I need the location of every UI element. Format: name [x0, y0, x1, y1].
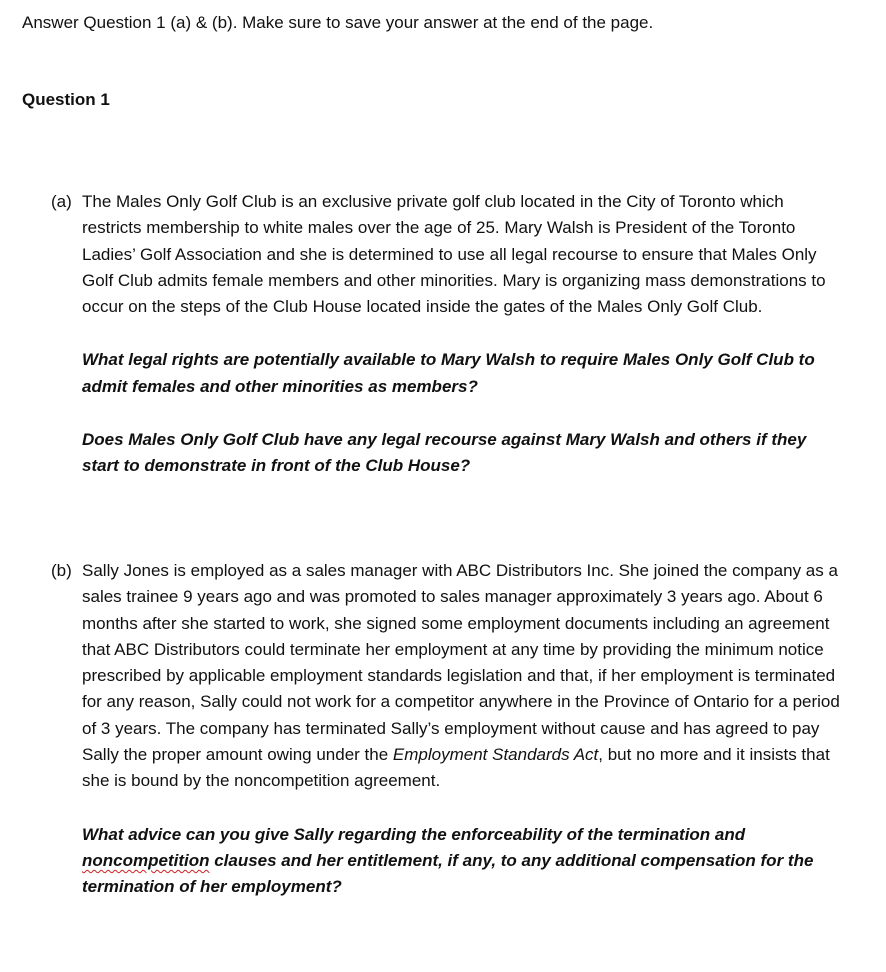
part-a-facts: The Males Only Golf Club is an exclusive private golf club located in the City of Toronto which restricts membership to white males over the age of 25. Mary Walsh is President of the Toronto Ladies’ Golf Association and she is determined to use all legal recourse to ensure that Males Only Golf Club admits female members and other minorities. Mary is organizing mass demonstrations to occur on the steps of the Club House located inside the gates of the Males Only Golf Club.	[82, 192, 826, 317]
part-a-body	[82, 189, 844, 480]
part-b-facts-before: Sally Jones is employed as a sales manager with ABC Distributors Inc. She joined the company as a sales trainee 9 years ago and was promoted to sales manager approximately 3 years ago. About 6 months after she started to work, she signed some employment documents including an agreement that ABC Distributors could terminate her employment at any time by providing the minimum notice prescribed by applicable employment standards legislation and that, if her employment is terminated for any reason, Sally could not work for a competitor anywhere in the Province of Ontario for a period of 3 years. The company has terminated Sally’s employment without cause and has agreed to pay Sally the proper amount owing under the	[82, 561, 840, 765]
part-b-body	[82, 558, 844, 901]
part-b-question	[82, 822, 844, 901]
part-b-label: (b)	[51, 561, 72, 580]
part-b-question-start: What advice can you give Sally regarding the enforceability of the termination and	[82, 824, 746, 844]
question-part-b	[51, 558, 851, 901]
question-heading: Question 1	[22, 90, 110, 109]
part-a-question-1: What legal rights are potentially available to Mary Walsh to require Males Only Golf Club to admit females and other minorities as members?	[82, 350, 815, 396]
part-b-facts-after: , but no more and it insists that she is bound by the noncompetition agreement.	[82, 745, 830, 791]
spellcheck-flagged-word[interactable]: noncompetition	[82, 850, 210, 870]
question-part-a	[51, 189, 851, 480]
statute-name: Employment Standards Act	[392, 745, 599, 765]
part-a-label: (a)	[51, 192, 72, 211]
part-b-facts	[82, 558, 844, 795]
part-a-question-2: Does Males Only Golf Club have any legal recourse against Mary Walsh and others if they start to demonstrate in front of the Club House?	[82, 430, 807, 476]
instructions-text: Answer Question 1 (a) & (b). Make sure to save your answer at the end of the page.	[22, 13, 654, 32]
part-b-question-end: clauses and her entitlement, if any, to any additional compensation for the termination of her employment?	[82, 850, 814, 897]
